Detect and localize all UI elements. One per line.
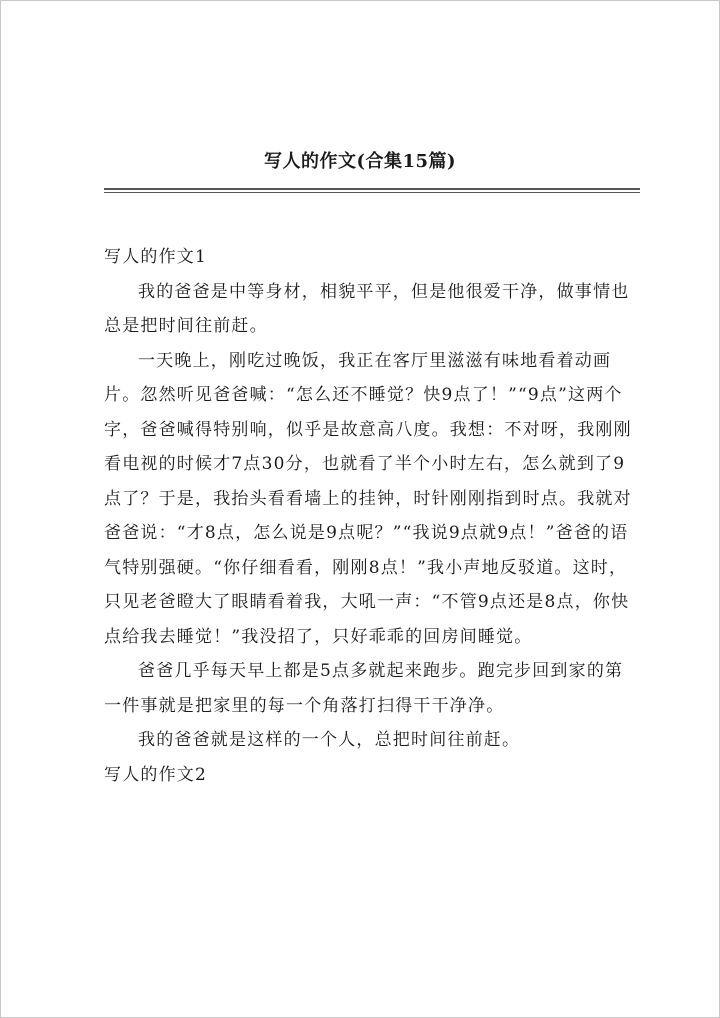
- paragraph: 我的爸爸就是这样的一个人，总把时间往前赶。: [138, 730, 521, 750]
- document-body: [104, 240, 640, 792]
- paragraph: 一天晚上，刚吃过晚饭，我正在客厅里滋滋有味地看着动画片。忽然听见爸爸喊：“怎么还不睡觉？快9点了！”“9点”这两个字，爸爸喊得特别响，似乎是故意高八度。我想：不对呀，我刚刚看电视的时候才7点30分，也就看了半个小时左右，怎么就到了9点了？于是，我抬头看看墙上的挂钟，时针刚刚指到时点。我就对爸爸说：“才8点，怎么说是9点呢？”“我说9点就9点！”爸爸的语气特别强硬。“你仔细看看，刚刚8点！”我小声地反驳道。这时，只见老爸瞪大了眼睛看着我，大吼一声：“不管9点还是8点，你快点给我去睡觉！”我没招了，只好乖乖的回房间睡觉。: [104, 350, 632, 647]
- section-heading: 写人的作文2: [104, 764, 208, 785]
- paragraph: 爸爸几乎每天早上都是5点多就起来跑步。跑完步回到家的第一件事就是把家里的每一个角落打扫得干干净净。: [104, 661, 624, 716]
- paragraph: 我的爸爸是中等身材，相貌平平，但是他很爱干净，做事情也总是把时间往前赶。: [104, 281, 630, 336]
- document-title: 写人的作文(合集15篇): [263, 151, 457, 172]
- title-divider: [104, 188, 640, 193]
- section-heading: 写人的作文1: [104, 247, 208, 267]
